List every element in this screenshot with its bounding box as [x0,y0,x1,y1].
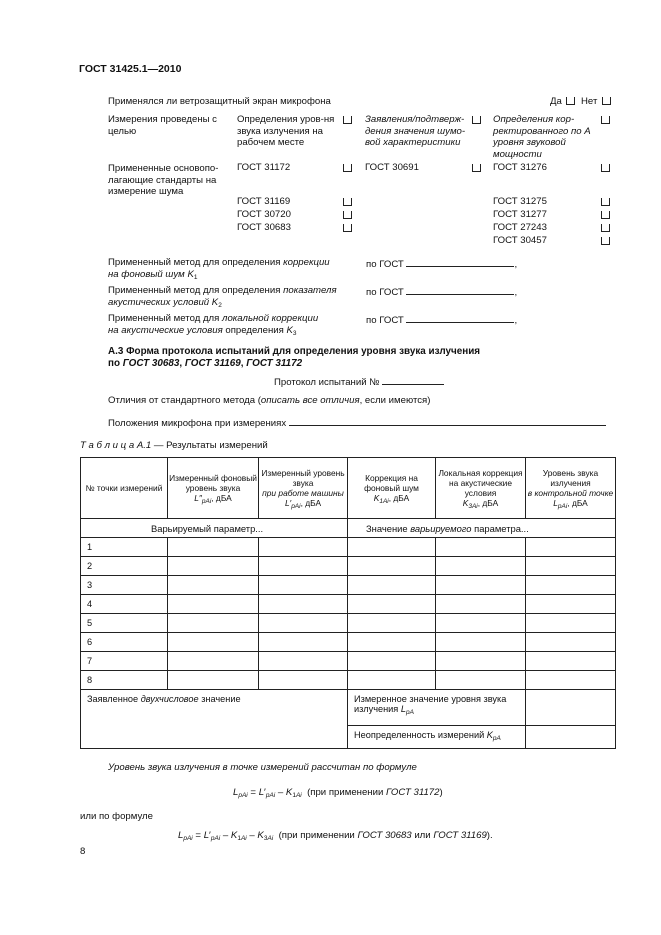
measured-level-label: Измеренное значение уровня звука излучения $L_{pA}$ [348,690,526,726]
table-cell[interactable] [436,614,526,633]
formula-1: $L_{pAi} = L'_{pAi} - K_{1Ai}$ (при применении ГОСТ 31172) [233,787,443,799]
standard-item: ГОСТ 30457 [493,235,547,246]
windscreen-question: Применялся ли ветрозащитный экран микрофона [108,96,331,107]
windscreen-yes-label: Да [550,96,562,107]
table-cell[interactable] [348,652,436,671]
table-cell[interactable] [259,557,348,576]
header-emission-level: Уровень звука излучения в контрольной точке $L_{pAi}$, дБА [526,458,616,519]
table-cell[interactable] [259,576,348,595]
table-cell[interactable] [348,576,436,595]
table-cell[interactable] [348,538,436,557]
page-number: 8 [80,846,86,857]
table-header-row [81,458,616,519]
table-cell[interactable] [259,538,348,557]
table-cell[interactable] [259,595,348,614]
purpose-option-workplace: Определения уров-ня звука излучения на рабочем месте [237,114,335,148]
table-row [81,671,616,690]
row-number: 7 [81,652,168,671]
table-cell[interactable] [259,614,348,633]
standard-item: ГОСТ 30720 [237,209,291,220]
table-cell[interactable] [168,538,259,557]
table-cell[interactable] [168,652,259,671]
table-row [81,652,616,671]
formula-2: $L_{pAi} = L'_{pAi} - K_{1Ai} - K_{3Ai}$ (при применении ГОСТ 30683 или ГОСТ 31169). [178,830,493,842]
standard-checkbox[interactable] [343,164,352,172]
formula-intro: Уровень звука излучения в точке измерений рассчитан по формуле [108,762,417,773]
standard-checkbox[interactable] [343,198,352,206]
table-cell[interactable] [436,538,526,557]
row-number: 6 [81,633,168,652]
windscreen-no-checkbox[interactable] [602,97,611,105]
table-cell[interactable] [348,671,436,690]
table-cell[interactable] [526,671,616,690]
table-cell[interactable] [348,595,436,614]
purpose-power-level-checkbox[interactable] [601,116,610,124]
standard-checkbox[interactable] [343,224,352,232]
table-caption: Т а б л и ц а А.1 — Результаты измерений [80,440,268,451]
variable-parameter-cell: Варьируемый параметр... [81,519,348,538]
table-cell[interactable] [348,633,436,652]
method-background-gost: по ГОСТ , [366,259,518,270]
header-background-level: Измеренный фоновый уровень звука $L''_{pAi}$, дБА [168,458,259,519]
deviations-line: Отличия от стандартного метода (описать все отличия, если имеются) [108,395,431,406]
method-background-input[interactable] [406,257,514,267]
table-cell[interactable] [168,595,259,614]
windscreen-yes-checkbox[interactable] [566,97,575,105]
table-cell[interactable] [526,595,616,614]
table-row [81,614,616,633]
row-number: 4 [81,595,168,614]
variable-value-cell: Значение варьируемого параметра... [348,519,616,538]
uncertainty-value[interactable] [526,726,616,749]
table-cell[interactable] [436,595,526,614]
declared-value-row [81,690,616,726]
row-number: 3 [81,576,168,595]
variable-parameter-row [81,519,616,538]
purpose-declaration-checkbox[interactable] [472,116,481,124]
protocol-number-input[interactable] [382,375,444,385]
results-table [80,457,616,749]
header-local-correction: Локальная коррекция на акустические условия $K_{3Ai}$, дБА [436,458,526,519]
standard-checkbox[interactable] [601,237,610,245]
table-cell[interactable] [526,633,616,652]
standard-item: ГОСТ 31277 [493,209,547,220]
protocol-number: Протокол испытаний № [274,375,444,389]
purpose-option-declaration: Заявления/подтверж-дения значения шумо-вой характеристики [365,114,466,148]
method-local-input[interactable] [406,313,514,323]
table-cell[interactable] [348,614,436,633]
row-number: 1 [81,538,168,557]
standard-item: ГОСТ 31169 [237,196,291,207]
standard-item: ГОСТ 30691 [365,162,419,173]
table-cell[interactable] [526,538,616,557]
table-cell[interactable] [259,671,348,690]
purpose-option-power-level: Определения кор-ректированного по А уровня звуковой мощности [493,114,591,160]
standard-checkbox[interactable] [601,211,610,219]
table-cell[interactable] [168,633,259,652]
table-cell[interactable] [436,652,526,671]
header-point-number: № точки измерений [81,458,168,519]
header-operating-level: Измеренный уровень звука при работе машины $L'_{pAi}$, дБА [259,458,348,519]
header-background-correction: Коррекция на фоновый шум $K_{1Ai}$, дБА [348,458,436,519]
table-row [81,557,616,576]
standard-checkbox[interactable] [601,224,610,232]
standard-checkbox[interactable] [601,198,610,206]
standard-item: ГОСТ 31276 [493,162,547,173]
table-cell[interactable] [168,614,259,633]
table-cell[interactable] [259,652,348,671]
table-cell[interactable] [526,614,616,633]
table-cell[interactable] [348,557,436,576]
row-number: 8 [81,671,168,690]
table-row [81,633,616,652]
standards-label: Примененные основопо-лагающие стандарты на измерение шума [108,163,219,197]
declared-value-cell: Заявленное двухчисловое значение [81,690,348,749]
method-local-gost: по ГОСТ , [366,315,518,326]
method-acoustic-gost: по ГОСТ , [366,287,518,298]
table-cell[interactable] [436,557,526,576]
table-row [81,595,616,614]
table-cell[interactable] [526,652,616,671]
standard-checkbox[interactable] [343,211,352,219]
row-number: 5 [81,614,168,633]
standard-item: ГОСТ 30683 [237,222,291,233]
measured-level-value[interactable] [526,690,616,726]
standard-checkbox[interactable] [601,164,610,172]
table-cell[interactable] [436,633,526,652]
document-header: ГОСТ 31425.1—2010 [79,63,182,75]
table-cell[interactable] [168,671,259,690]
table-cell[interactable] [436,671,526,690]
method-background-label: Примененный метод для определения коррекции на фоновый шум $K_1$ [108,257,330,281]
table-cell[interactable] [526,576,616,595]
uncertainty-label: Неопределенность измерений $K_{pA}$ [348,726,526,749]
standard-checkbox[interactable] [472,164,481,172]
table-cell[interactable] [526,557,616,576]
row-number: 2 [81,557,168,576]
standard-item: ГОСТ 31172 [237,162,291,173]
table-row [81,538,616,557]
standard-item: ГОСТ 27243 [493,222,547,233]
table-row [81,576,616,595]
formula-or: или по формуле [80,811,153,822]
table-cell[interactable] [436,576,526,595]
purpose-workplace-checkbox[interactable] [343,116,352,124]
method-acoustic-label: Примененный метод для определения показателя акустических условий $K_2$ [108,285,337,309]
table-cell[interactable] [259,633,348,652]
purpose-label: Измерения проведены с целью [108,114,217,137]
standard-item: ГОСТ 31275 [493,196,547,207]
method-local-label: Примененный метод для локальной коррекции на акустические условия определения $K_3$ [108,313,319,337]
table-cell[interactable] [168,576,259,595]
windscreen-no-label: Нет [581,96,598,107]
microphone-positions: Положения микрофона при измерениях [108,416,606,430]
method-acoustic-input[interactable] [406,285,514,295]
table-cell[interactable] [168,557,259,576]
section-title: А.3 Форма протокола испытаний для определения уровня звука излучения по ГОСТ 30683, ГОСТ 31169, ГОСТ 31172 [108,346,481,369]
microphone-positions-input[interactable] [289,416,606,426]
